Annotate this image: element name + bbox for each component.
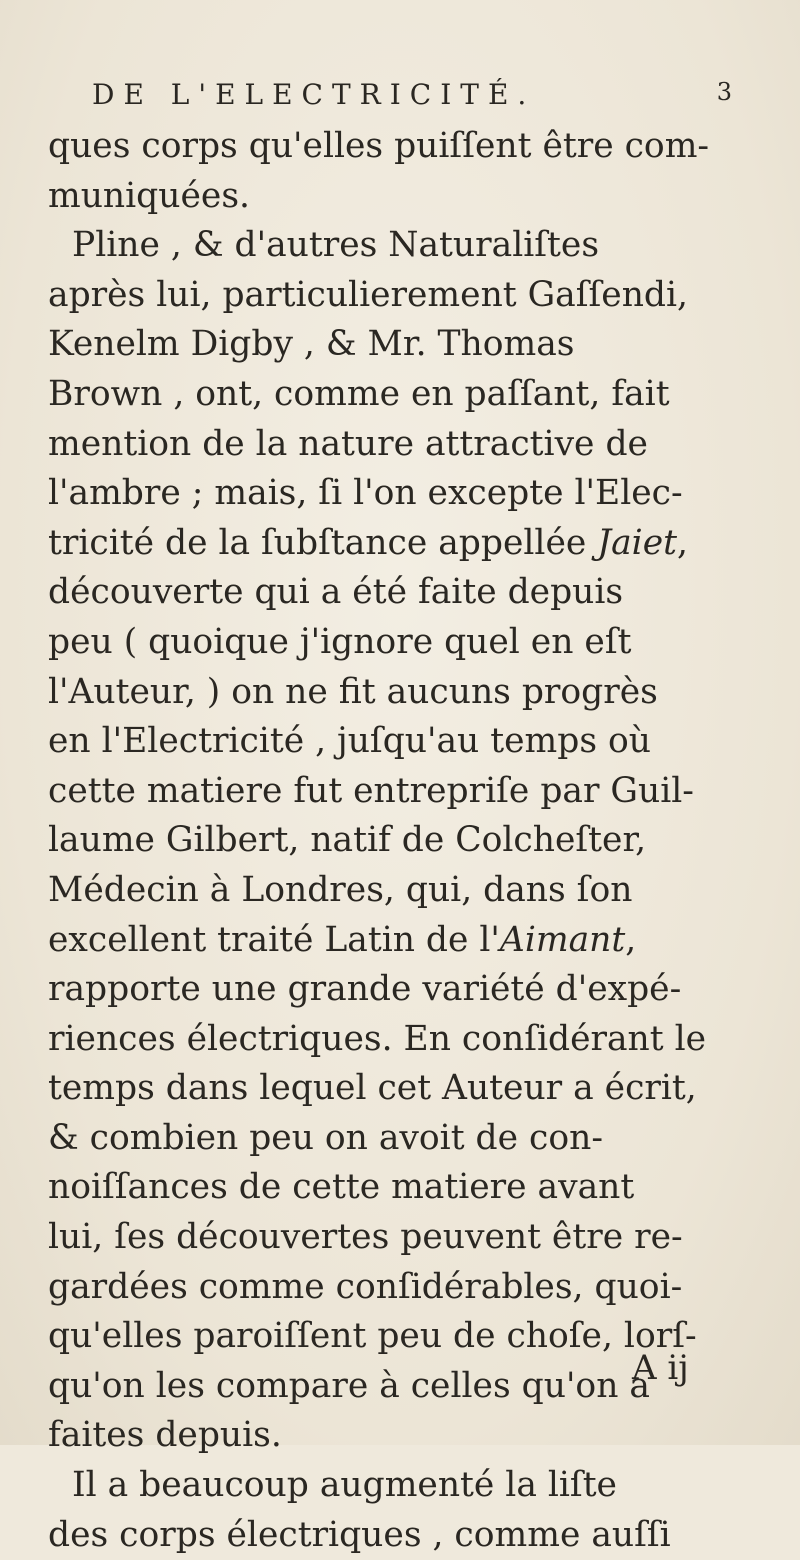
text-line: Kenelm Digby , & Mr. Thomas [48,324,575,365]
text-line: en l'Electricité , juſqu'au temps où [48,721,651,762]
text-line: qu'elles paroiſſent peu de choſe, lorſ- [48,1316,697,1357]
text-line: l'Auteur, ) on ne fit aucuns progrès [48,671,658,712]
text-line: l'ambre ; mais, ſi l'on excepte l'Elec- [48,473,683,514]
signature-mark: A ij [632,1348,689,1388]
text-line: muniquées. [48,175,250,216]
text-line: Médecin à Londres, qui, dans ſon [48,869,633,910]
text-line: ques corps qu'elles puiſſent être com- [48,126,710,166]
text-line: laume Gilbert, natif de Colcheſter, [48,820,647,861]
text-line: Brown , ont, comme en paſſant, fait [48,373,670,414]
text-line: rapporte une grande variété d'expé- [48,969,682,1010]
text-line: tricité de la ſubſtance appellée Jaiet, [48,522,688,563]
text-line: lui, ſes découvertes peuvent être re- [48,1217,683,1258]
text-line: après lui, particulierement Gaſſendi, [48,274,689,315]
body-text [48,122,788,1560]
text-line: peu ( quoique j'ignore quel en eſt [48,621,632,662]
text-line: & combien peu on avoit de con- [48,1117,603,1158]
running-head-title: DE L'ELECTRICITÉ. [92,78,536,111]
text-line: riences électriques. En conſidérant le [48,1018,707,1059]
text-line: faites depuis. [48,1415,282,1456]
text-line: gardées comme conſidérables, quoi- [48,1266,683,1307]
page-number: 3 [716,78,732,106]
text-line: temps dans lequel cet Auteur a écrit, [48,1068,697,1109]
text-line: découverte qui a été faite depuis [48,572,624,613]
text-line: qu'on les compare à celles qu'on a [48,1365,650,1406]
text-line: noiſſances de cette matiere avant [48,1167,635,1208]
text-line: excellent traité Latin de l'Aimant, [48,919,637,960]
text-line: cette matiere fut entrepriſe par Guil- [48,770,694,811]
text-line: Pline , & d'autres Naturaliſtes [72,225,600,266]
text-line: mention de la nature attractive de [48,423,648,464]
text-line: des corps électriques , comme auſſi [48,1514,671,1555]
text-line: Il a beaucoup augmenté la liſte [72,1465,617,1506]
running-head [92,78,732,118]
